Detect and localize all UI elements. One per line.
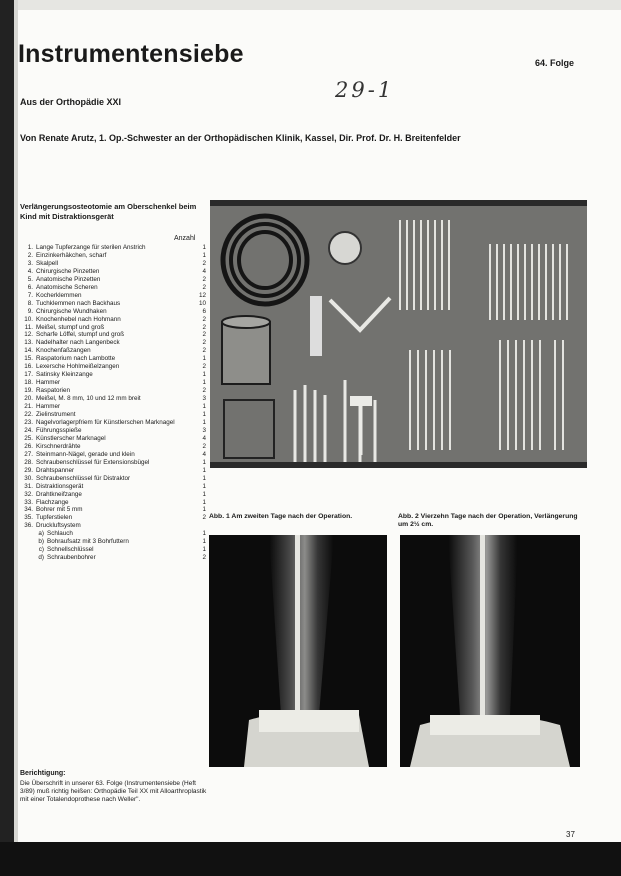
instrument-count: 3: [202, 395, 206, 403]
instrument-item: [20, 324, 206, 332]
instrument-count: 2: [202, 283, 206, 291]
instrument-item: [20, 475, 206, 483]
instrument-count: 2: [202, 554, 206, 562]
figure-1-caption: Abb. 1 Am zweiten Tage nach der Operation.: [209, 513, 353, 520]
instrument-item: [20, 379, 206, 387]
instrument-count: [194, 522, 206, 530]
instrument-count: 2: [202, 339, 206, 347]
instrument-count: 4: [202, 434, 206, 442]
instrument-count: 1: [202, 244, 206, 251]
instrument-number: 28.: [24, 458, 33, 466]
instrument-count: 1: [202, 546, 206, 554]
instrument-count: 1: [202, 498, 206, 506]
instrument-name: Meißel, M. 8 mm, 10 und 12 mm breit: [36, 395, 141, 403]
instrument-number: 31.: [24, 482, 33, 490]
instrument-count: 1: [202, 466, 206, 474]
instrument-number: 35.: [24, 514, 33, 522]
instrument-item: [20, 244, 206, 252]
series-label: 64. Folge: [535, 58, 575, 68]
instrument-subitem: [20, 554, 206, 562]
instrument-item: [20, 491, 206, 499]
instrument-item: [20, 499, 206, 507]
instrument-count: 3: [202, 426, 206, 434]
instrument-count: 1: [202, 490, 206, 498]
instrument-item: [20, 419, 206, 427]
instrument-subitem: [20, 530, 206, 538]
instrument-count: 2: [202, 323, 206, 331]
scan-edge-left-light: [14, 0, 18, 876]
instrument-count: 2: [202, 259, 206, 267]
xray-image-2: [400, 535, 580, 767]
instrument-item: [20, 347, 206, 355]
instrument-count: 4: [202, 267, 206, 275]
instrument-item: [20, 395, 206, 403]
instrument-number: 9.: [27, 307, 33, 315]
instrument-item: [20, 514, 206, 522]
instrument-name: Künstlerscher Marknagel: [36, 434, 106, 442]
subtitle: Aus der Orthopädie XXI: [20, 97, 122, 107]
instrument-item: [20, 522, 206, 530]
instrument-name: Kirschnerdrähte: [36, 442, 81, 450]
instrument-number: 16.: [24, 363, 33, 371]
instrument-subitem: [20, 538, 206, 546]
instrument-tray-photo: [210, 200, 587, 468]
instrument-name: Zielinstrument: [36, 411, 76, 419]
instrument-item: [20, 276, 206, 284]
instrument-number: 7.: [27, 291, 33, 299]
instrument-name: Einzinkerhäkchen, scharf: [36, 251, 107, 259]
page-title: Instrumentensiebe: [18, 40, 244, 68]
instrument-number: 12.: [24, 331, 33, 339]
instrument-name: Satinsky Kleinzange: [36, 371, 93, 379]
instrument-number: 22.: [24, 411, 33, 419]
instrument-count: 1: [202, 506, 206, 514]
instrument-name: Flachzange: [36, 498, 69, 506]
instrument-name: Scharfe Löffel, stumpf und groß: [36, 331, 125, 339]
instrument-number: 29.: [24, 466, 33, 474]
instrument-number: 6.: [27, 283, 33, 291]
instrument-item: [20, 292, 206, 300]
xray-figure-1: [209, 535, 387, 767]
instrument-number: 34.: [24, 506, 33, 514]
instrument-name: Führungsspieße: [36, 426, 82, 434]
instrument-count: 12: [198, 291, 206, 299]
instrument-count: 2: [202, 442, 206, 450]
instrument-name: Drahtkneifzange: [36, 490, 82, 498]
instrument-name: Knochenfaßzangen: [36, 347, 91, 355]
instrument-count: 1: [202, 411, 206, 419]
instrument-item: [20, 252, 206, 260]
instrument-name: Hammer: [36, 379, 61, 387]
instrument-name: Tuchklemmen nach Backhaus: [36, 299, 121, 307]
instrument-item: [20, 363, 206, 371]
instrument-number: 24.: [24, 426, 33, 434]
instrument-number: 5.: [27, 275, 33, 283]
instrument-name: Knochenhebel nach Hohmann: [36, 315, 121, 323]
scan-edge-left: [0, 0, 14, 876]
instrument-number: 18.: [24, 379, 33, 387]
instrument-name: Schraubenschlüssel für Extensionsbügel: [36, 458, 150, 466]
instrument-count: 1: [202, 474, 206, 482]
instrument-item: [20, 355, 206, 363]
instrument-number: 23.: [24, 418, 33, 426]
instrument-name: Chirurgische Pinzetten: [36, 267, 100, 275]
instrument-item: [20, 316, 206, 324]
instrument-name: Schraubenbohrer: [47, 554, 96, 562]
instrument-item: [20, 467, 206, 475]
instrument-name: Raspatorien: [36, 387, 70, 395]
instrument-number: 36.: [24, 522, 33, 530]
instrument-number: 8.: [27, 299, 33, 307]
instrument-name: Anatomische Pinzetten: [36, 275, 101, 283]
instrument-name: Meißel, stumpf und groß: [36, 323, 105, 331]
xray-image-1: [209, 535, 387, 767]
instrument-number: 10.: [24, 315, 33, 323]
instrument-number: 30.: [24, 474, 33, 482]
instrument-name: Anatomische Scheren: [36, 283, 98, 291]
instrument-item: [20, 411, 206, 419]
instrument-count: 2: [202, 275, 206, 283]
count-header: Anzahl: [174, 235, 196, 242]
instrument-name: Chirurgische Wundhaken: [36, 307, 107, 315]
instrument-name: Hammer: [36, 403, 61, 411]
instrument-count: 1: [202, 379, 206, 387]
instrument-item: [20, 506, 206, 514]
correction-text: Die Überschrift in unserer 63. Folge (Instrumentensiebe (Heft 3/89) muß richtig heißen: Orthopädie Teil XX mit Alloarthroplastik mit einer Totalendoprothese nach Weller".: [20, 780, 207, 803]
instrument-number: 25.: [24, 434, 33, 442]
instrument-number: 4.: [27, 267, 33, 275]
instrument-number: 15.: [24, 355, 33, 363]
instrument-number: 17.: [24, 371, 33, 379]
instrument-name: Skalpell: [36, 259, 59, 267]
instrument-item: [20, 284, 206, 292]
instrument-name: Bohrer mit 5 mm: [36, 506, 83, 514]
instrument-count: 1: [202, 371, 206, 379]
instrument-number: 27.: [24, 450, 33, 458]
instrument-count: 2: [202, 315, 206, 323]
instrument-count: 2: [202, 387, 206, 395]
scan-edge-top: [0, 0, 621, 10]
section-title: Verlängerungsosteotomie am Oberschenkel beim Kind mit Distraktionsgerät: [20, 202, 197, 221]
handwritten-note: 29-1: [335, 78, 395, 102]
instrument-name: Kocherklemmen: [36, 291, 82, 299]
instrument-name: Schlauch: [47, 530, 73, 538]
instrument-count: 2: [202, 363, 206, 371]
figure-2-caption: Abb. 2 Vierzehn Tage nach der Operation, Verlängerung um 2½ cm.: [398, 513, 578, 528]
instrument-item: [20, 339, 206, 347]
instrument-name: Schnellschlüssel: [47, 546, 94, 554]
page-number: 37: [566, 830, 575, 839]
correction-heading: Berichtigung:: [20, 770, 66, 777]
instrument-name: Lange Tupferzange für sterilen Anstrich: [36, 244, 146, 251]
instrument-name: Schraubenschlüssel für Distraktor: [36, 474, 131, 482]
instrument-item: [20, 435, 206, 443]
instrument-item: [20, 451, 206, 459]
instrument-item: [20, 403, 206, 411]
scan-edge-bottom: [0, 842, 621, 876]
instrument-number: 11.: [24, 323, 33, 331]
instrument-name: Tupferstielen: [36, 514, 73, 522]
instrument-name: Bohraufsatz mit 3 Bohrfuttern: [47, 538, 129, 546]
instrument-count: 1: [202, 355, 206, 363]
instrument-number: a): [38, 530, 44, 538]
instrument-number: 3.: [27, 259, 33, 267]
instrument-tray-image: [210, 200, 587, 468]
instrument-name: Nagelvorlagerpfriem für Künstlerschen Marknagel: [36, 418, 175, 426]
instrument-subitem: [20, 546, 206, 554]
instrument-item: [20, 387, 206, 395]
instrument-item: [20, 483, 206, 491]
instrument-name: Distraktionsgerät: [36, 482, 84, 490]
instrument-count: 1: [202, 530, 206, 538]
instrument-item: [20, 331, 206, 339]
instrument-count: 1: [202, 418, 206, 426]
instrument-count: 1: [202, 482, 206, 490]
instrument-number: 2.: [27, 251, 33, 259]
instrument-count: 2: [202, 514, 206, 522]
instrument-item: [20, 427, 206, 435]
instrument-name: Drahtspanner: [36, 466, 75, 474]
author-line: Von Renate Arutz, 1. Op.-Schwester an der Orthopädischen Klinik, Kassel, Dir. Prof. Dr. H. Breitenfelder: [20, 133, 461, 143]
instrument-number: 26.: [24, 442, 33, 450]
instrument-count: 1: [202, 458, 206, 466]
instrument-name: Druckluftsystem: [36, 522, 81, 530]
instrument-number: d): [38, 554, 44, 562]
instrument-list: [20, 244, 206, 562]
instrument-item: [20, 459, 206, 467]
instrument-item: [20, 260, 206, 268]
instrument-count: 6: [202, 307, 206, 315]
instrument-number: 20.: [24, 395, 33, 403]
instrument-number: c): [38, 546, 44, 554]
instrument-name: Raspatorium nach Lambotte: [36, 355, 116, 363]
instrument-number: 19.: [24, 387, 33, 395]
instrument-number: 1.: [27, 244, 33, 251]
instrument-count: 1: [202, 251, 206, 259]
instrument-number: 21.: [24, 403, 33, 411]
instrument-number: b): [38, 538, 44, 546]
instrument-name: Lexersche Hohlmeißelzangen: [36, 363, 120, 371]
instrument-item: [20, 371, 206, 379]
instrument-count: 4: [202, 450, 206, 458]
instrument-number: 32.: [24, 490, 33, 498]
instrument-count: 2: [202, 331, 206, 339]
instrument-number: 14.: [24, 347, 33, 355]
instrument-count: 1: [202, 403, 206, 411]
instrument-number: 13.: [24, 339, 33, 347]
instrument-name: Nadelhalter nach Langenbeck: [36, 339, 120, 347]
xray-figure-2: [400, 535, 580, 767]
instrument-name: Steinmann-Nägel, gerade und klein: [36, 450, 135, 458]
instrument-item: [20, 300, 206, 308]
instrument-number: 33.: [24, 498, 33, 506]
instrument-count: 1: [202, 538, 206, 546]
instrument-count: 2: [202, 347, 206, 355]
instrument-item: [20, 268, 206, 276]
instrument-item: [20, 308, 206, 316]
instrument-count: 10: [198, 299, 206, 307]
instrument-item: [20, 443, 206, 451]
